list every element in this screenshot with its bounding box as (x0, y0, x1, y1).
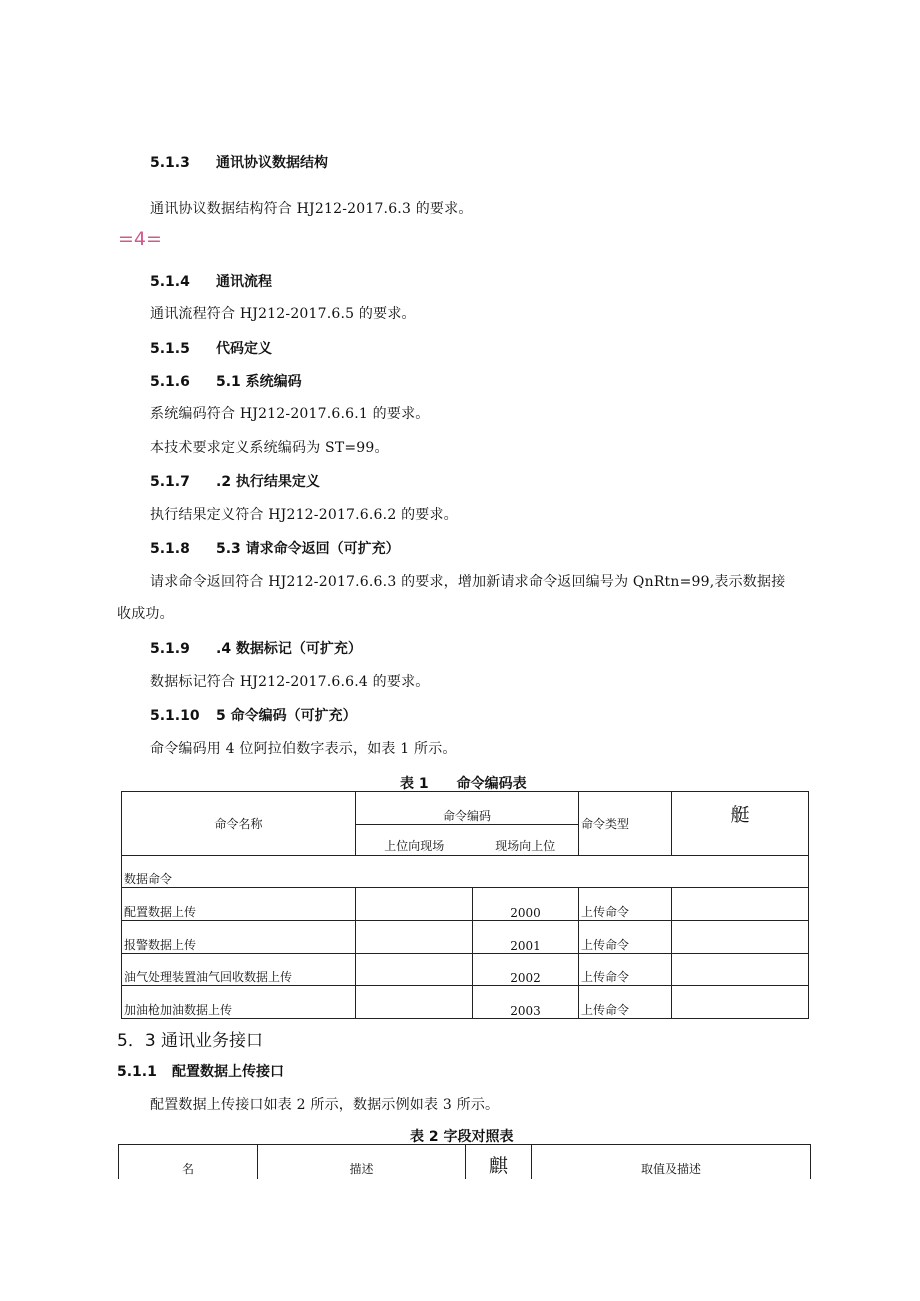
cell-type: 上传命令 (579, 954, 672, 986)
header-command-name: 命令名称 (122, 792, 356, 856)
heading-5-1-9 (150, 638, 362, 658)
heading-number: 5.1.5 (150, 341, 190, 357)
header-value-description: 取值及描述 (532, 1145, 811, 1179)
heading-title: 配置数据上传接口 (172, 1064, 284, 1080)
heading-number: 5.1.3 (150, 155, 190, 171)
cell-down: 2002 (473, 954, 579, 986)
command-code-table (121, 791, 809, 1019)
paragraph: 请求命令返回符合 HJ212-2017.6.6.3 的要求，增加新请求命令返回编号为 QnRtn=99,表示数据接 (150, 574, 786, 590)
paragraph: 通讯流程符合 HJ212-2017.6.5 的要求。 (150, 306, 416, 322)
heading-5-1-7 (150, 471, 320, 491)
heading-5-1-6 (150, 371, 302, 391)
header-command-code: 命令编码 (356, 792, 579, 825)
heading-5-1-10 (150, 705, 357, 725)
paragraph: 通讯协议数据结构符合 HJ212-2017.6.3 的要求。 (150, 201, 473, 217)
cell-down: 2003 (473, 986, 579, 1019)
heading-number: 5.1.8 (150, 541, 190, 557)
cell-name: 加油枪加油数据上传 (122, 986, 356, 1019)
header-extra: 麒 (466, 1145, 532, 1179)
heading-number: 5.1.7 (150, 474, 190, 490)
heading-title: .4 数据标记（可扩充） (216, 641, 362, 657)
cell-type: 上传命令 (579, 921, 672, 954)
cell-type: 上传命令 (579, 986, 672, 1019)
field-mapping-table (118, 1144, 811, 1179)
paragraph: 本技术要求定义系统编码为 ST=99。 (150, 440, 389, 456)
heading-5-1-1 (117, 1061, 284, 1081)
heading-title: 5.1 系统编码 (216, 374, 302, 390)
heading-title: 通讯协议数据结构 (216, 155, 328, 171)
heading-5-1-3 (150, 152, 328, 172)
heading-number: 5.1.10 (150, 708, 200, 724)
table-row (122, 921, 809, 954)
paragraph: 配置数据上传接口如表 2 所示，数据示例如表 3 所示。 (150, 1097, 500, 1113)
paragraph: 系统编码符合 HJ212-2017.6.6.1 的要求。 (150, 406, 430, 422)
cell-extra (672, 888, 809, 921)
header-description: 描述 (258, 1145, 466, 1179)
cell-extra (672, 986, 809, 1019)
heading-number: 5.1.1 (117, 1064, 157, 1080)
cell-up (356, 888, 473, 921)
table-row (122, 986, 809, 1019)
cell-type: 上传命令 (579, 888, 672, 921)
section-heading-5-3: 5．3 通讯业务接口 (117, 1031, 264, 1051)
header-extra: 艇 (672, 792, 809, 856)
heading-number: 5.1.6 (150, 374, 190, 390)
heading-5-1-5 (150, 338, 272, 358)
paragraph: 命令编码用 4 位阿拉伯数字表示，如表 1 所示。 (150, 741, 457, 757)
cell-extra (672, 921, 809, 954)
heading-number: 5.1.9 (150, 641, 190, 657)
cell-extra (672, 954, 809, 986)
heading-title: 通讯流程 (216, 274, 272, 290)
paragraph: 执行结果定义符合 HJ212-2017.6.6.2 的要求。 (150, 507, 458, 523)
header-field-to-upper: 现场向上位 (473, 825, 579, 856)
table-row (122, 888, 809, 921)
heading-number: 5.1.4 (150, 274, 190, 290)
header-name: 名 (119, 1145, 258, 1179)
table2-caption: 表 2 字段对照表 (410, 1129, 514, 1145)
table-row (122, 954, 809, 986)
cell-up (356, 986, 473, 1019)
heading-5-1-4 (150, 271, 272, 291)
header-command-type: 命令类型 (579, 792, 672, 856)
cell-up (356, 921, 473, 954)
cell-down: 2001 (473, 921, 579, 954)
paragraph: 数据标记符合 HJ212-2017.6.6.4 的要求。 (150, 674, 430, 690)
paragraph-continued: 收成功。 (117, 606, 174, 622)
header-upper-to-field: 上位向现场 (356, 825, 473, 856)
cell-name: 报警数据上传 (122, 921, 356, 954)
heading-title: 5.3 请求命令返回（可扩充） (216, 541, 400, 557)
page-mark: =4= (118, 228, 162, 250)
heading-title: .2 执行结果定义 (216, 474, 320, 490)
heading-5-1-8 (150, 538, 400, 558)
cell-name: 油气处理装置油气回收数据上传 (122, 954, 356, 986)
heading-title: 5 命令编码（可扩充） (216, 708, 357, 724)
table1-caption: 表 1 命令编码表 (400, 776, 527, 792)
cell-up (356, 954, 473, 986)
heading-title: 代码定义 (216, 341, 272, 357)
group-row: 数据命令 (122, 856, 809, 888)
cell-down: 2000 (473, 888, 579, 921)
cell-name: 配置数据上传 (122, 888, 356, 921)
